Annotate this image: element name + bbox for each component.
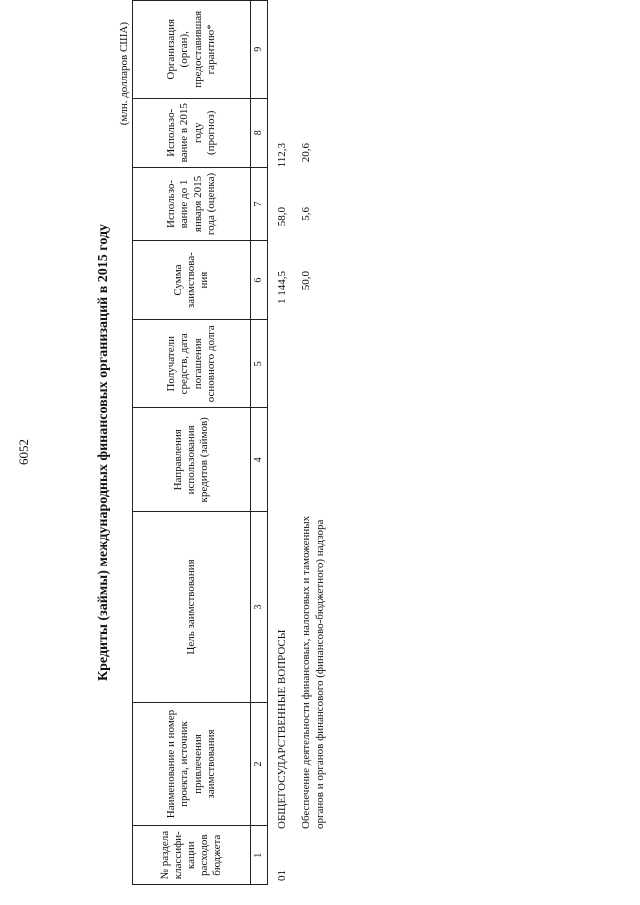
subsection-sum: 50,0 (300, 271, 312, 291)
loans-table (132, 0, 268, 885)
col-num-6: 6 (251, 240, 268, 319)
col-num-1: 1 (251, 826, 268, 885)
section-used-2015: 112,3 (276, 143, 288, 168)
section-used-before: 58,0 (276, 207, 288, 227)
col-header-3: Цель заимствования (133, 512, 251, 702)
col-header-7: Использо-вание до 1 января 2015 года (оценка) (133, 167, 251, 240)
col-num-9: 9 (251, 1, 268, 99)
col-num-2: 2 (251, 702, 268, 826)
col-header-6: Сумма заимствова-ния (133, 240, 251, 319)
header-row (133, 1, 251, 885)
col-header-1: № раздела классифи-кации расходов бюджета (133, 826, 251, 885)
section-sum: 1 144,5 (276, 271, 288, 304)
page-number: 6052 (16, 439, 31, 465)
column-number-row (251, 1, 268, 885)
section-title: ОБЩЕГОСУДАРСТВЕННЫЕ ВОПРОСЫ (276, 629, 288, 829)
col-header-4: Направления использования кредитов (займов) (133, 408, 251, 512)
col-num-7: 7 (251, 167, 268, 240)
col-num-5: 5 (251, 320, 268, 408)
section-code: 01 (276, 870, 288, 881)
document-title: Кредиты (займы) международных финансовых организаций в 2015 году (96, 224, 111, 682)
col-num-4: 4 (251, 408, 268, 512)
col-num-3: 3 (251, 512, 268, 702)
units-note: (млн. долларов США) (118, 22, 130, 126)
col-num-8: 8 (251, 98, 268, 167)
subsection-used-before: 5,6 (300, 207, 312, 221)
col-header-5: Получатели средств, дата погашения основного долга (133, 320, 251, 408)
col-header-2: Наименование и номер проекта, источник привлечения заимствования (133, 702, 251, 826)
subsection-title: Обеспечение деятельности финансовых, налоговых и таможенных органов и органов финансового (финансово-бюджетного) надзора (300, 515, 326, 829)
col-header-9: Организация (орган), предоставившая гарантию* (133, 1, 251, 99)
col-header-8: Использо-вание в 2015 году (прогноз) (133, 98, 251, 167)
subsection-used-2015: 20,6 (300, 143, 312, 163)
